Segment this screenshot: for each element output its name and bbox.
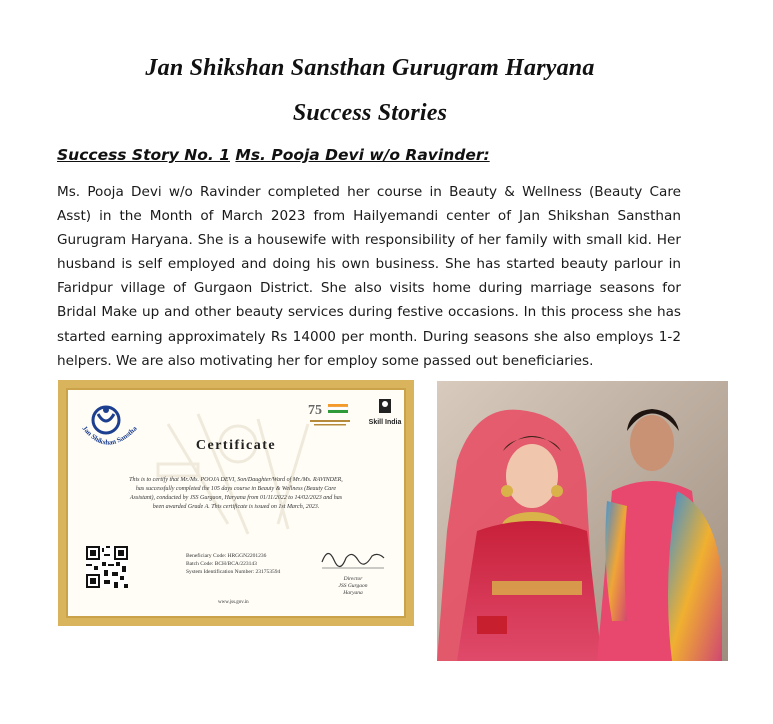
- azadi-amrit-mahotsav-logo: [306, 400, 354, 428]
- certificate-paper: [66, 388, 406, 618]
- director-org: JSS Gurgaon: [338, 583, 368, 589]
- skill-india-logo: [362, 398, 406, 430]
- director-signature: [318, 542, 388, 572]
- certificate-body: This is to certify that Mr./Ms. POOJA DEVI, Son/Daughter/Ward of Mr./Ms. RAVINDER, has successfully completed the 105 days course in Beauty & Wellness (Beauty Care Assistant), conducted by JSS Gurgaon, Haryana from 01/11/2022 to 14/02/2023 and has been awarded Grade A. This certificate is issued on 1st March, 2023.: [129, 477, 343, 510]
- qr-code: [86, 546, 128, 588]
- skill-india-text: Skill India: [368, 419, 402, 426]
- svg-text:75: 75: [308, 403, 322, 418]
- certificate-image: [58, 380, 414, 626]
- director-title: Director: [343, 576, 363, 582]
- document-subtitle: Success Stories: [292, 100, 448, 126]
- story-heading: [57, 146, 490, 164]
- story-paragraph: Ms. Pooja Devi w/o Ravinder completed her course in Beauty & Wellness (Beauty Care Asst) in the Month of March 2023 from Hailyemandi center of Jan Shikshan Sansthan Gurugram Haryana. She is a housewife with responsibility of her family with small kid. Her husband is self employed and doing his own business. She has started beauty parlour in Faridpur village of Gurgaon District. She also visits home during marriage seasons for Bridal Make up and other beauty services during festive occasions. In this process she has started earning approximately Rs 14000 per month. During seasons she also employs 1-2 helpers. We are also motivating her for employ some passed out beneficiaries.: [57, 184, 681, 369]
- skill-india-emblem: [362, 398, 406, 414]
- certificate-url: www.jss.gov.in: [218, 600, 249, 605]
- document-title: Jan Shikshan Sansthan Gurugram Haryana: [145, 55, 595, 81]
- director-state: Haryana: [343, 590, 363, 596]
- batch-code: Batch Code: BCH/BCA/223143: [186, 561, 257, 567]
- director-block: [320, 576, 386, 597]
- certificate-codes: [186, 552, 280, 576]
- certificate-title: Certificate: [195, 438, 277, 453]
- system-id: System Identification Number: 231753594: [186, 569, 281, 575]
- logo-caption: Jan Shikshan Sanstha: [80, 424, 139, 447]
- beneficiary-photo: [437, 381, 728, 661]
- story-number: Success Story No. 1: [57, 146, 230, 164]
- story-person: Ms. Pooja Devi w/o Ravinder:: [235, 146, 490, 164]
- beneficiary-code: Beneficiary Code: HRGGN2201236: [186, 553, 267, 559]
